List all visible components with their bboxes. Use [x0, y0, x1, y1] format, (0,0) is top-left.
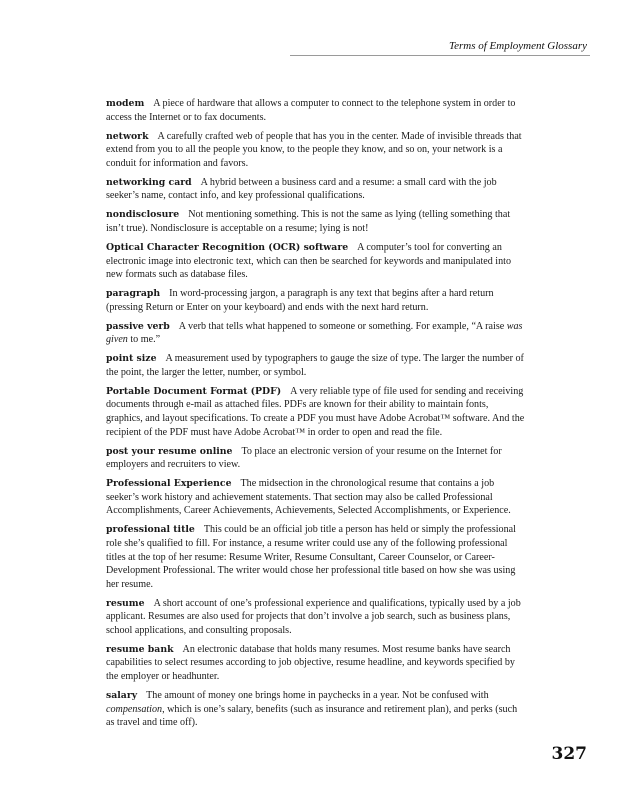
glossary-term: paragraph [106, 288, 161, 300]
running-head: Terms of Employment Glossary [448, 40, 587, 52]
glossary-entry-paragraph [106, 287, 526, 314]
glossary-term: nondisclosure [106, 209, 180, 221]
glossary-term: modem [106, 98, 145, 109]
glossary-definition: A verb that tells what happened to someone or something. For example, “A raise [178, 320, 507, 332]
glossary-definition: An electronic database that holds many resumes. Most resume banks have search capabilities to select resumes according to job objective, resume headline, and keywords specified by the employer or headhunter. [106, 643, 515, 683]
glossary-entry-post-resume-online [106, 445, 526, 472]
glossary-entry-salary [106, 689, 526, 730]
glossary-definition-end: to me.” [127, 334, 161, 346]
glossary-definition-emphasis: was given [106, 320, 523, 346]
glossary-entry-network [106, 130, 526, 171]
glossary-definition: A computer’s tool for converting an electronic image into electronic text, which can then be searched for keywords and manipulated into new formats such as database files. [106, 241, 511, 281]
glossary-entry-resume-bank [106, 643, 526, 684]
glossary-definition: A hybrid between a business card and a resume: a small card with the job seeker’s name, contact info, and key professional qualifications. [106, 176, 497, 202]
glossary-definition: Not mentioning something. This is not the same as lying (telling something that isn’t true). Nondisclosure is acceptable on a resume; lying is not! [106, 209, 511, 234]
glossary-term: network [106, 130, 149, 142]
glossary-entry-pdf [106, 385, 526, 439]
glossary-term: post your resume online [106, 445, 233, 457]
glossary-definition: A carefully crafted web of people that has you in the center. Made of invisible threads that extend from you to all the people you know, to the people they know, and so on, your network is a conduit for information and favors. [106, 130, 522, 169]
glossary-definition: This could be an official job title a person has held or simply the professional role she’s qualified to fill. For instance, a resume writer could use any of the following professional titles at the top of her resume: Resume Writer, Resume Consultant, Career Counselor, or Career-Development Professional. The writer would chose her professional title based on how she was using her resume. [106, 524, 516, 590]
glossary-definition-emphasis: compensation [106, 703, 163, 715]
glossary-definition: The midsection in the chronological resume that contains a job seeker’s work history and achievement statements. That section may also be called Professional Accomplishments, Career Achievements, Achievements, Selected Accomplishments, or Experience. [106, 478, 511, 517]
glossary-term: passive verb [106, 320, 170, 332]
glossary-entry-nondisclosure [106, 208, 526, 235]
glossary-entry-modem [106, 97, 526, 124]
glossary-term: Optical Character Recognition (OCR) software [106, 241, 349, 253]
glossary-definition: A very reliable type of file used for sending and receiving documents through e-mail as attached files. PDFs are known for their ability to maintain fonts, graphics, and layout specifications. To create a PDF you must have Adobe Acrobat™ software. And the recipient of the PDF must have Adobe Acrobat™ in order to open and read the file. [106, 385, 525, 438]
glossary-definition: To place an electronic version of your resume on the Internet for employers and recruiters to view. [106, 445, 502, 471]
glossary-definition: A short account of one’s professional experience and qualifications, typically used by a job applicant. Resumes are also used for projects that don’t involve a job search, such as business plans, school applications, and consulting proposals. [106, 597, 521, 636]
glossary-term: Portable Document Format (PDF) [106, 385, 282, 397]
glossary-term: networking card [106, 176, 192, 188]
glossary-term: Professional Experience [106, 478, 232, 490]
glossary-term: point size [106, 353, 157, 365]
glossary-definition-end: , which is one’s salary, benefits (such as insurance and retirement plan), and perks (such as travel and time off). [106, 703, 518, 729]
glossary-term: resume [106, 597, 145, 609]
glossary-term: salary [106, 690, 138, 702]
glossary-definition: The amount of money one brings home in paychecks in a year. Not be confused with [146, 690, 489, 702]
glossary-term: resume bank [106, 643, 174, 655]
glossary-entry-professional-title [106, 523, 526, 591]
page-number: 327 [551, 744, 587, 764]
glossary-entry-passive-verb [106, 320, 526, 347]
glossary-definition: A measurement used by typographers to gauge the size of type. The larger the number of the point, the larger the letter, number, or symbol. [106, 353, 524, 378]
glossary-definition: In word-processing jargon, a paragraph is any text that begins after a hard return (pressing Return or Enter on your keyboard) and ends with the next hard return. [106, 288, 494, 313]
glossary-entry-point-size [106, 352, 526, 379]
glossary-entry-professional-experience [106, 477, 526, 518]
glossary-entry-ocr-software [106, 241, 526, 282]
glossary-definition: A piece of hardware that allows a computer to connect to the telephone system in order to access the Internet or to fax documents. [106, 98, 516, 123]
glossary-term: professional title [106, 524, 195, 536]
header-rule [290, 55, 590, 56]
glossary-body [106, 97, 526, 735]
glossary-entry-resume [106, 597, 526, 638]
glossary-entry-networking-card [106, 176, 526, 203]
